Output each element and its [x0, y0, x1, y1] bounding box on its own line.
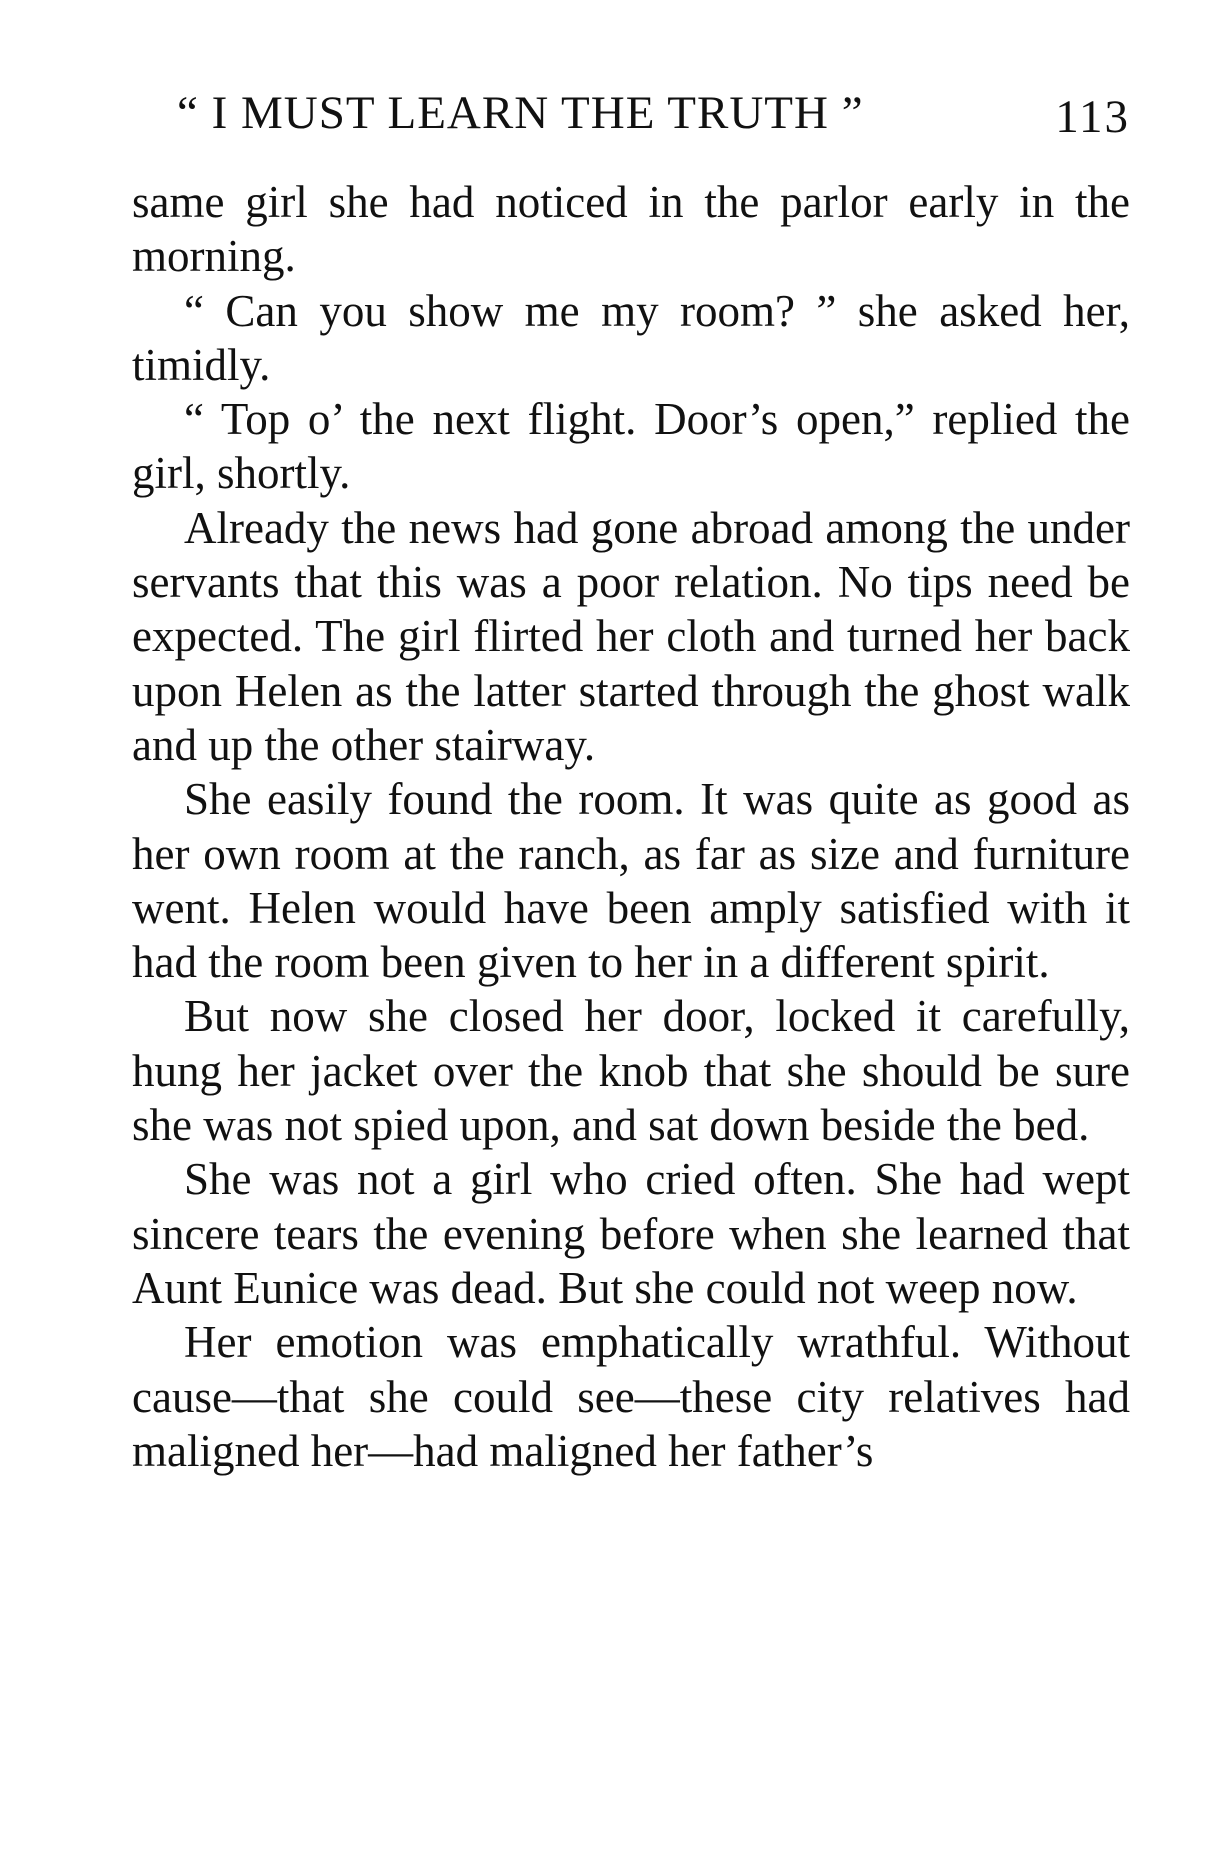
paragraph: “ Can you show me my room? ” she asked her, timidly.	[132, 285, 1130, 390]
paragraph: But now she closed her door, locked it carefully, hung her jacket over the knob that she should be sure she was not spied upon, and sat down beside the bed.	[132, 991, 1130, 1151]
paragraph: She was not a girl who cried often. She had wept sincere tears the evening before when she learned that Aunt Eunice was dead. But she could not weep now.	[132, 1154, 1130, 1313]
paragraph: She easily found the room. It was quite as good as her own room at the ranch, as far as size and furniture went. Helen would have been amply satisfied with it had the room been given to her in a different spirit.	[132, 774, 1130, 988]
body-text	[132, 175, 1130, 1478]
paragraph: Her emotion was emphatically wrathful. Without cause—that she could see—these city relatives had maligned her—had maligned her father’s	[132, 1317, 1130, 1476]
page-number: 113	[1055, 91, 1130, 143]
running-head	[132, 78, 1130, 148]
paragraph: same girl she had noticed in the parlor early in the morning.	[132, 177, 1130, 282]
paragraph: “ Top o’ the next flight. Door’s open,” replied the girl, shortly.	[132, 394, 1130, 499]
running-title: “ I MUST LEARN THE TRUTH ”	[177, 87, 864, 139]
paragraph: Already the news had gone abroad among the under servants that this was a poor relation. No tips need be expected. The girl flirted her cloth and turned her back upon Helen as the latter started through the ghost walk and up the other stairway.	[132, 502, 1130, 770]
